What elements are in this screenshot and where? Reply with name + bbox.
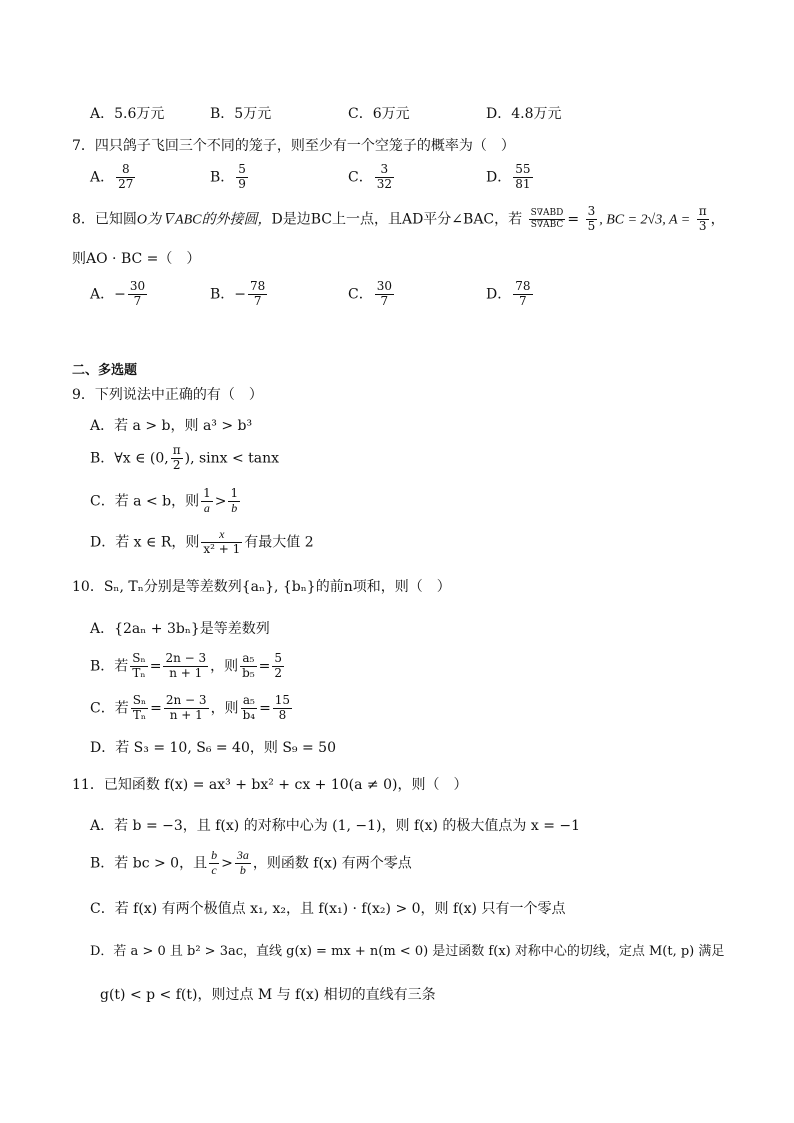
q10-option-a: A．{2aₙ + 3bₙ}是等差数列: [90, 621, 270, 637]
q11-option-d-line2: g(t) < p < f(t)，则过点 M 与 f(x) 相切的直线有三条: [100, 987, 436, 1003]
q8-stem: 8．已知圆O为∇ABC的外接圆，D是边BC上一点，且AD平分∠BAC，若 $\frac{\text{S∇ABD}}{\text{S∇ABC}}$ = $\frac{3}{5}$ , BC = 2√3, A = $\frac{\pi}{3}$ ，: [72, 204, 725, 233]
q8-option-a: A．− $\frac{30}{7}$: [90, 279, 146, 308]
q8-stem-line2: 则AO · BC =（ ）: [72, 251, 201, 267]
q9-stem: 9．下列说法中正确的有（ ）: [72, 387, 263, 403]
q11-option-d: D．若 a > 0 且 b² > 3ac，直线 g(x) = mx + n(m < 0) 是过函数 f(x) 对称中心的切线，定点 M(t, p) 满足: [90, 944, 725, 959]
q8-option-b: B．− $\frac{78}{7}$: [210, 279, 266, 308]
q9-option-d: D．若 x ∈ R，则 $\frac{x}{\text{x² + 1}}$ 有最大值 2: [90, 527, 314, 556]
q9-option-a: A．若 a > b，则 a³ > b³: [90, 418, 253, 434]
q9-option-b: B．∀x ∈ (0, $\frac{\pi}{2}$ ), sinx < tanx: [90, 443, 280, 472]
q11-option-a: A．若 b = −3，且 f(x) 的对称中心为 (1, −1)，则 f(x) 的极大值点为 x = −1: [90, 818, 581, 834]
q11-option-c: C．若 f(x) 有两个极值点 x₁, x₂，且 f(x₁) · f(x₂) > 0，则 f(x) 只有一个零点: [90, 901, 566, 917]
section-heading-multiple-choice: 二、多选题: [72, 363, 138, 378]
q7-option-b: B． $\frac{5}{9}$: [210, 162, 246, 191]
q7-stem: 7．四只鸽子飞回三个不同的笼子，则至少有一个空笼子的概率为（ ）: [72, 138, 515, 154]
q10-stem: 10．Sₙ, Tₙ分别是等差数列{aₙ}, {bₙ}的前n项和，则（ ）: [72, 579, 451, 595]
q7-option-a: A． $\frac{8}{27}$: [90, 162, 134, 191]
q11-stem: 11．已知函数 f(x) = ax³ + bx² + cx + 10(a ≠ 0)，则（ ）: [72, 777, 468, 793]
q8-option-c: C． $\frac{30}{7}$: [348, 279, 392, 308]
q10-option-b: B．若 $\frac{\text{Sₙ}}{\text{Tₙ}}$ = $\frac{2n - 3}{n + 1}$ ，则 $\frac{\text{a₅}}{\text{b₅}}$ = $\frac{5}{2}$: [90, 651, 283, 680]
q6-option-d: D．4.8万元: [486, 106, 562, 122]
q6-option-c: C．6万元: [348, 106, 410, 122]
q10-option-d: D．若 S₃ = 10, S₆ = 40，则 S₉ = 50: [90, 740, 336, 756]
q7-option-d: D． $\frac{55}{81}$: [486, 162, 531, 191]
q9-option-c: C．若 a < b，则 $\frac{1}{a}$ > $\frac{1}{b}$: [90, 486, 239, 515]
q8-option-d: D． $\frac{78}{7}$: [486, 279, 531, 308]
q7-option-c: C． $\frac{3}{32}$: [348, 162, 392, 191]
q11-option-b: B．若 bc > 0，且 $\frac{b}{c}$ > $\frac{3a}{b}$ ，则函数 f(x) 有两个零点: [90, 848, 412, 877]
q6-option-b: B．5万元: [210, 106, 272, 122]
q6-option-a: A．5.6万元: [90, 106, 165, 122]
q10-option-c: C．若 $\frac{\text{Sₙ}}{\text{Tₙ}}$ = $\frac{2n - 3}{n + 1}$ ，则 $\frac{\text{a₅}}{\text{b₄}}$ = $\frac{15}{8}$: [90, 693, 291, 722]
